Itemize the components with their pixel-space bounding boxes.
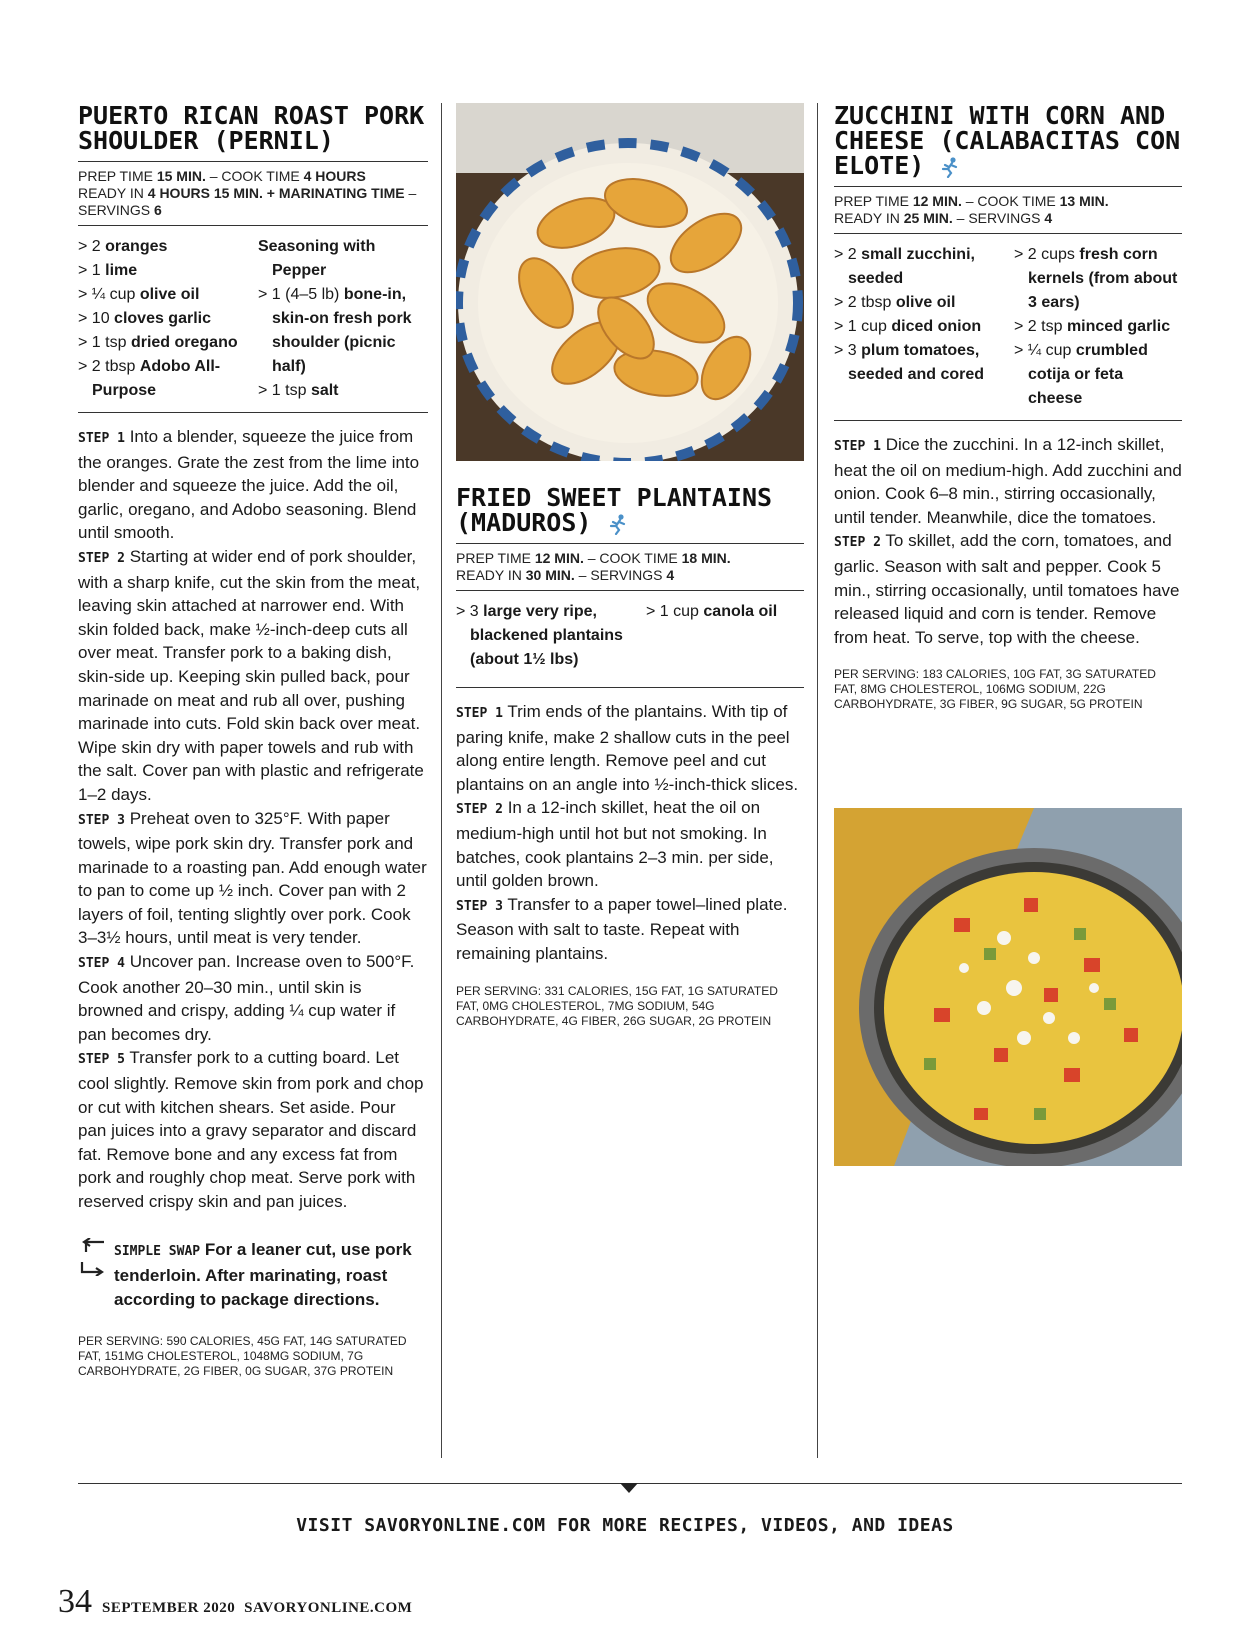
recipe-maduros — [456, 485, 804, 1029]
ingredient-item: > 2 cups fresh corn kernels (from about 3 ears) — [1014, 246, 1178, 311]
ingredient-item: > 10 cloves garlic — [78, 310, 211, 327]
step: STEP 1 Trim ends of the plantains. With tip of paring knife, make 2 shallow cuts in the peel along entire length. Remove peel and cut plantains on an angle into ½-inch-thick slices. — [456, 702, 799, 794]
running-figure-icon — [939, 156, 961, 178]
column-divider — [817, 103, 818, 1458]
step: STEP 1 Dice the zucchini. In a 12-inch skillet, heat the oil on medium-high. Add zucchini and onion. Cook 6–8 min., stirring occasionally, until tender. Meanwhile, dice the tomatoes. — [834, 435, 1182, 527]
recipe-title: PUERTO RICAN ROAST PORK SHOULDER (PERNIL) — [78, 101, 425, 155]
ingredient-item: > 2 oranges — [78, 238, 168, 255]
nutrition-info: PER SERVING: 331 CALORIES, 15G FAT, 1G SATURATED FAT, 0MG CHOLESTEROL, 7MG SODIUM, 54G CARBOHYDRATE, 4G FIBER, 26G SUGAR, 2G PROTEIN — [456, 983, 778, 1028]
ingredient-column-left — [456, 600, 646, 672]
plantains-photo — [456, 103, 804, 461]
step: STEP 2 To skillet, add the corn, tomatoes, and garlic. Season with salt and pepper. Cook 5 min., stirring occasionally, until tomatoes have released liquid and corn is tender. Remove from heat. To serve, top with the cheese. — [834, 531, 1180, 647]
ingredient-item: > 3 large very ripe, blackened plantains (about 1½ lbs) — [456, 603, 623, 668]
ingredient-column-right — [1014, 243, 1179, 411]
running-figure-icon — [607, 513, 629, 535]
down-triangle-icon — [620, 1483, 638, 1493]
recipe-steps — [834, 421, 1182, 649]
recipe-title: FRIED SWEET PLANTAINS (MADUROS) — [456, 483, 773, 537]
ingredient-list — [456, 591, 804, 681]
ingredient-item: > 1 lime — [78, 262, 138, 279]
ingredient-item: > 2 tsp minced garlic — [1014, 318, 1171, 335]
site-name[interactable]: SAVORYONLINE.COM — [244, 1600, 413, 1616]
step: STEP 3 Transfer to a paper towel–lined plate. Season with salt to taste. Repeat with remaining plantains. — [456, 894, 788, 963]
step: STEP 5 Transfer pork to a cutting board. Let cool slightly. Remove skin from pork and chop or cut with kitchen shears. Set aside. Pour pan juices into a gravy separator and discard fat. Remove bone and any excess fat from pork and roughly chop meat. Serve pork with reserved crispy skin and pan juices. — [78, 1048, 424, 1211]
calabacitas-photo — [834, 808, 1182, 1166]
nutrition-info: PER SERVING: 183 CALORIES, 10G FAT, 3G SATURATED FAT, 8MG CHOLESTEROL, 106MG SODIUM, 22G CARBOHYDRATE, 3G FIBER, 9G SUGAR, 5G PROTEIN — [834, 667, 1156, 712]
ingredient-item: > ¼ cup crumbled cotija or feta cheese — [1014, 342, 1148, 407]
recipe-pernil — [78, 103, 428, 1379]
recipe-meta: PREP TIME 12 MIN. – COOK TIME 18 MIN. READY IN 30 MIN. – SERVINGS 4 — [456, 550, 731, 583]
ingredient-item: > 2 tbsp olive oil — [834, 294, 956, 311]
ingredient-item: > 2 small zucchini, seeded — [834, 246, 975, 287]
page-number: 34 — [58, 1583, 92, 1620]
recipe-calabacitas — [834, 103, 1182, 712]
ingredient-item: > 3 plum tomatoes, seeded and cored — [834, 342, 985, 383]
ingredient-item: > 1 tsp salt — [258, 382, 339, 399]
step: STEP 2 Starting at wider end of pork shoulder, with a sharp knife, cut the skin from the meat, leaving skin attached at narrower end. With skin folded back, make ½-inch-deep cuts all over meat. Transfer pork to a baking dish, skin-side up. Keeping skin pulled back, pour marinade on meat and rub all over, pushing marinade into cuts. Fold skin back over meat. Wipe skin dry with paper towels and rub with the salt. Cover pan with plastic and refrigerate 1–2 days. — [78, 546, 424, 804]
visit-banner[interactable]: VISIT SAVORYONLINE.COM FOR MORE RECIPES, VIDEOS, AND IDEAS — [296, 1515, 954, 1536]
ingredient-item: > 1 cup diced onion — [834, 318, 982, 335]
recipe-meta: PREP TIME 12 MIN. – COOK TIME 13 MIN. READY IN 25 MIN. – SERVINGS 4 — [834, 193, 1109, 226]
step: STEP 2 In a 12-inch skillet, heat the oil on medium-high until hot but not smoking. In batches, cook plantains 2–3 min. per side, until golden brown. — [456, 798, 774, 891]
step: STEP 3 Preheat oven to 325°F. With paper towels, wipe pork skin dry. Transfer pork and marinade to a roasting pan. Add enough water to pan to come up ½ inch. Cover pan with 2 layers of foil, tenting slightly over pork. Cook 3–3½ hours, until meat is very tender. — [78, 808, 427, 948]
recipe-steps — [78, 413, 428, 1214]
ingredient-list — [78, 226, 428, 412]
step: STEP 1 Into a blender, squeeze the juice from the oranges. Grate the zest from the lime into blender and squeeze the juice. Add the oil, garlic, oregano, and Adobo seasoning. Blend until smooth. — [78, 427, 420, 543]
ingredient-item: > ¼ cup olive oil — [78, 286, 200, 303]
ingredient-item: Seasoning with Pepper — [258, 238, 376, 279]
issue-date: SEPTEMBER 2020 — [102, 1600, 236, 1616]
column-divider — [441, 103, 442, 1458]
simple-swap-tip: SIMPLE SWAP For a leaner cut, use pork tenderloin. After marinating, roast according to package directions. — [78, 1238, 428, 1312]
ingredient-item: > 1 cup canola oil — [646, 603, 778, 620]
recipe-title: ZUCCHINI WITH CORN AND CHEESE (CALABACITAS CON ELOTE) — [834, 101, 1181, 180]
recipe-meta: PREP TIME 15 MIN. – COOK TIME 4 HOURS READY IN 4 HOURS 15 MIN. + MARINATING TIME – SERVINGS 6 — [78, 168, 417, 218]
step: STEP 4 Uncover pan. Increase oven to 500°F. Cook another 20–30 min., until skin is browned and crispy, adding ¼ cup water if pan becomes dry. — [78, 952, 415, 1044]
ingredient-column-right — [258, 235, 423, 403]
ingredient-list — [834, 234, 1182, 420]
ingredient-item: > 1 (4–5 lb) bone-in, skin-on fresh pork shoulder (picnic half) — [258, 286, 412, 375]
swap-arrows-icon — [78, 1238, 110, 1276]
ingredient-item: > 2 tbsp Adobo All-Purpose — [78, 358, 221, 399]
ingredient-column-left — [78, 235, 258, 403]
nutrition-info: PER SERVING: 590 CALORIES, 45G FAT, 14G SATURATED FAT, 151MG CHOLESTEROL, 1048MG SODIUM, 7G CARBOHYDRATE, 2G FIBER, 0G SUGAR, 37G PROTEIN — [78, 1333, 407, 1378]
page-footer — [58, 1583, 412, 1621]
ingredient-column-right — [646, 600, 796, 672]
recipe-steps — [456, 688, 804, 966]
ingredient-column-left — [834, 243, 1014, 411]
ingredient-item: > 1 tsp dried oregano — [78, 334, 238, 351]
